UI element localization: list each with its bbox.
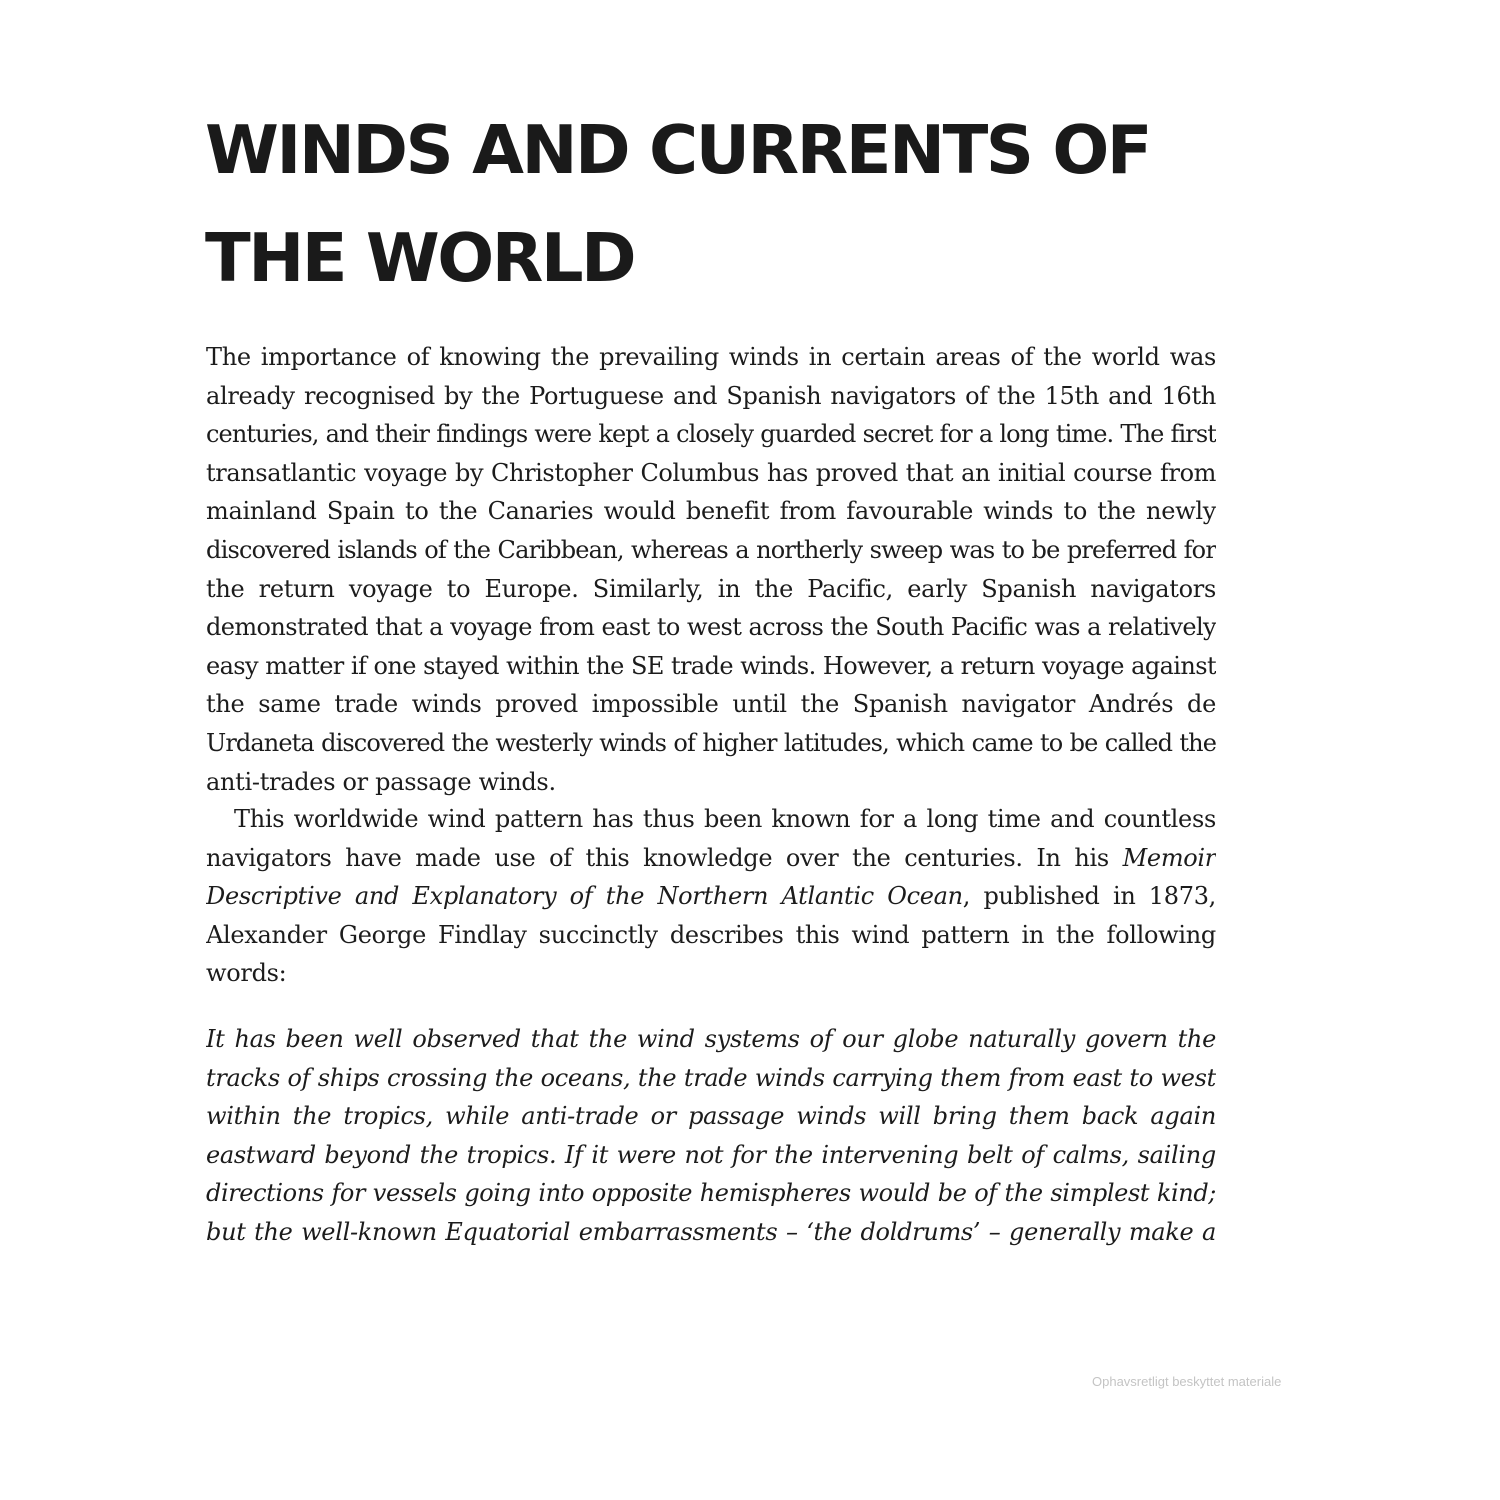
text-line: easy matter if one stayed within the SE trade winds. However, a return voyage against bbox=[206, 651, 1216, 680]
title-line: THE WORLD bbox=[205, 219, 635, 297]
page-title bbox=[205, 96, 1205, 312]
text-line: anti-trades or passage winds. bbox=[206, 767, 556, 796]
quote-line: within the tropics, while anti-trade or passage winds will bring them back again bbox=[206, 1102, 1216, 1131]
copyright-watermark: Ophavsretligt beskyttet materiale bbox=[1092, 1374, 1282, 1389]
paragraph-findlay bbox=[206, 800, 1216, 993]
quote-line: It has been well observed that the wind systems of our globe naturally govern the bbox=[206, 1025, 1216, 1053]
quote-line: directions for vessels going into opposite hemispheres would be of the simplest kind; bbox=[206, 1179, 1216, 1208]
text-line: already recognised by the Portuguese and Spanish navigators of the 15th and 16th bbox=[206, 381, 1216, 410]
text-line: The importance of knowing the prevailing winds in certain areas of the world was bbox=[206, 343, 1216, 371]
text-line: the return voyage to Europe. Similarly, in the Pacific, early Spanish navigators bbox=[206, 574, 1216, 603]
text-line: the same trade winds proved impossible until the Spanish navigator Andrés de bbox=[206, 690, 1216, 719]
text-line: mainland Spain to the Canaries would benefit from favourable winds to the newly bbox=[206, 497, 1216, 526]
text-run: , published in 1873, bbox=[962, 882, 1216, 911]
text-line bbox=[206, 877, 1216, 916]
text-line: centuries, and their findings were kept a closely guarded secret for a long time. The first bbox=[206, 420, 1216, 449]
text-line: words: bbox=[206, 959, 287, 988]
quote-line: eastward beyond the tropics. If it were not for the intervening belt of calms, sailing bbox=[206, 1140, 1216, 1169]
title-line: WINDS AND CURRENTS OF bbox=[205, 111, 1151, 189]
text-run: navigators have made use of this knowledge over the centuries. In his bbox=[206, 843, 1109, 872]
text-line: This worldwide wind pattern has thus been known for a long time and countless bbox=[234, 805, 1216, 833]
text-line: transatlantic voyage by Christopher Columbus has proved that an initial course from bbox=[206, 458, 1216, 487]
text-line: Alexander George Findlay succinctly describes this wind pattern in the following bbox=[206, 920, 1216, 949]
quote-line: tracks of ships crossing the oceans, the trade winds carrying them from east to west bbox=[206, 1063, 1216, 1092]
text-line bbox=[206, 839, 1216, 878]
text-line: Urdaneta discovered the westerly winds of higher latitudes, which came to be called the bbox=[206, 728, 1216, 757]
quote-line: but the well-known Equatorial embarrassments – ‘the doldrums’ – generally make a bbox=[206, 1217, 1216, 1246]
text-line: discovered islands of the Caribbean, whereas a northerly sweep was to be preferred for bbox=[206, 535, 1216, 564]
block-quote bbox=[206, 1020, 1216, 1252]
text-line: demonstrated that a voyage from east to west across the South Pacific was a relatively bbox=[206, 613, 1216, 642]
paragraph-intro bbox=[206, 338, 1216, 801]
book-title-italic: Descriptive and Explanatory of the Northern Atlantic Ocean bbox=[206, 882, 963, 911]
book-title-italic: Memoir bbox=[1122, 843, 1216, 872]
